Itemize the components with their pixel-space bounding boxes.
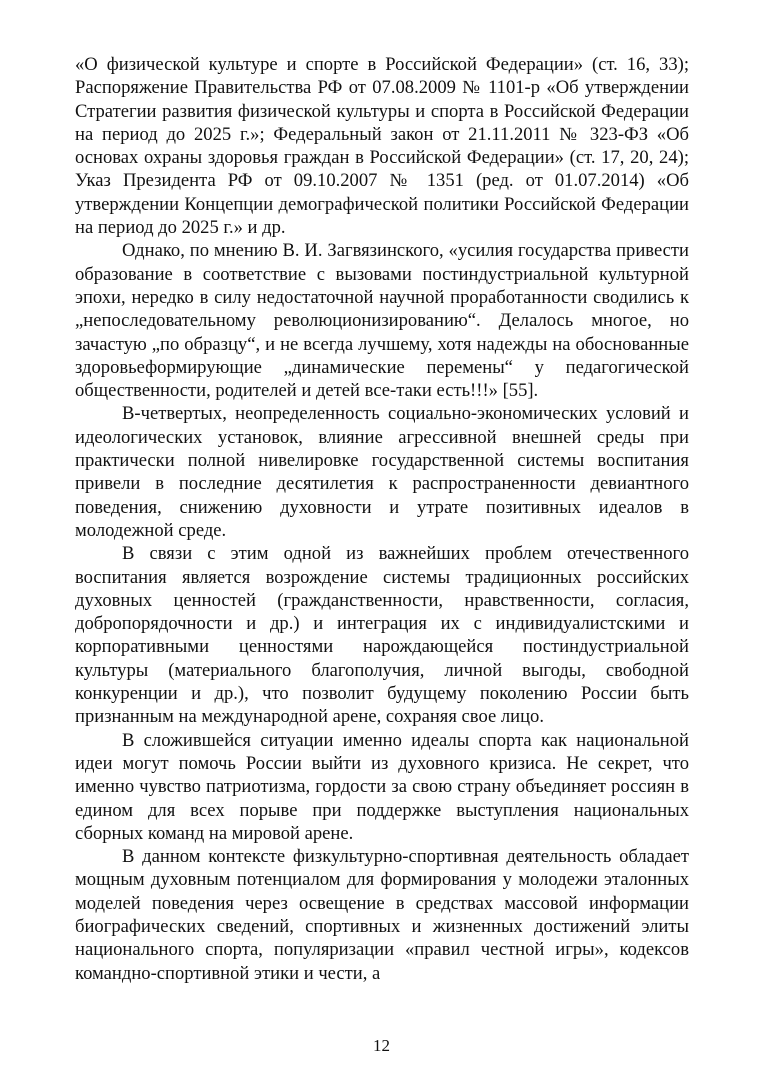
- paragraph-spiritual-values: В связи с этим одной из важнейших проблем отечественного воспитания является возрождение системы традиционных российских духовных ценностей (гражданственности, нравственности, согласия, добропорядочности и др.) и интеграция их с индивидуалистскими и корпоративными ценностями нарождающейся постиндустриальной культуры (материального благополучия, личной выгоды, свободной конкуренции и др.), что позволит будущему поколению России быть признанным на международной арене, сохраняя свое лицо.: [75, 543, 689, 728]
- paragraph-zagvyazinsky-quote: Однако, по мнению В. И. Загвязинского, «усилия государства привести образование в соответствие с вызовами постиндустриальной культурной эпохи, нередко в силу недостаточной научной проработанности сводились к „непоследовательному революционизированию“. Делалось многое, но зачастую „по образцу“, и не всегда лучшему, хотя надежды на обоснованные здоровьеформирующие „динамические перемены“ у педагогической общественности, родителей и детей все-таки есть!!!» [55].: [75, 240, 689, 402]
- paragraph-fourthly: В-четвертых, неопределенность социально-экономических условий и идеологических установок, влияние агрессивной внешней среды при практически полной нивелировке государственной системы воспитания привели в последние десятилетия к распространенности девиантного поведения, снижению духовности и утрате позитивных идеалов в молодежной среде.: [75, 403, 689, 541]
- paragraph-sport-ideals: В сложившейся ситуации именно идеалы спорта как национальной идеи могут помочь России выйти из духовного кризиса. Не секрет, что именно чувство патриотизма, гордости за свою страну объединяет россиян в едином для всех порыве при поддержке выступления национальных сборных команд на мировой арене.: [75, 729, 689, 844]
- document-body: [75, 53, 689, 985]
- paragraph-sport-activity: В данном контексте физкультурно-спортивная деятельность обладает мощным духовным потенциалом для формирования у молодежи эталонных моделей поведения через освещение в средствах массовой информации биографических сведений, спортивных и жизненных достижений элиты национального спорта, популяризации «правил честной игры», кодексов командно-спортивной этики и чести, а: [75, 846, 689, 984]
- page-number: 12: [373, 1036, 390, 1055]
- paragraph-legal-acts: «О физической культуре и спорте в Российской Федерации» (ст. 16, 33); Распоряжение Правительства РФ от 07.08.2009 № 1101-р «Об утверждении Стратегии развития физической культуры и спорта в Российской Федерации на период до 2025 г.»; Федеральный закон от 21.11.2011 № 323-ФЗ «Об основах охраны здоровья граждан в Российской Федерации» (ст. 17, 20, 24); Указ Президента РФ от 09.10.2007 № 1351 (ред. от 01.07.2014) «Об утверждении Концепции демографической политики Российской Федерации на период до 2025 г.» и др.: [75, 54, 689, 239]
